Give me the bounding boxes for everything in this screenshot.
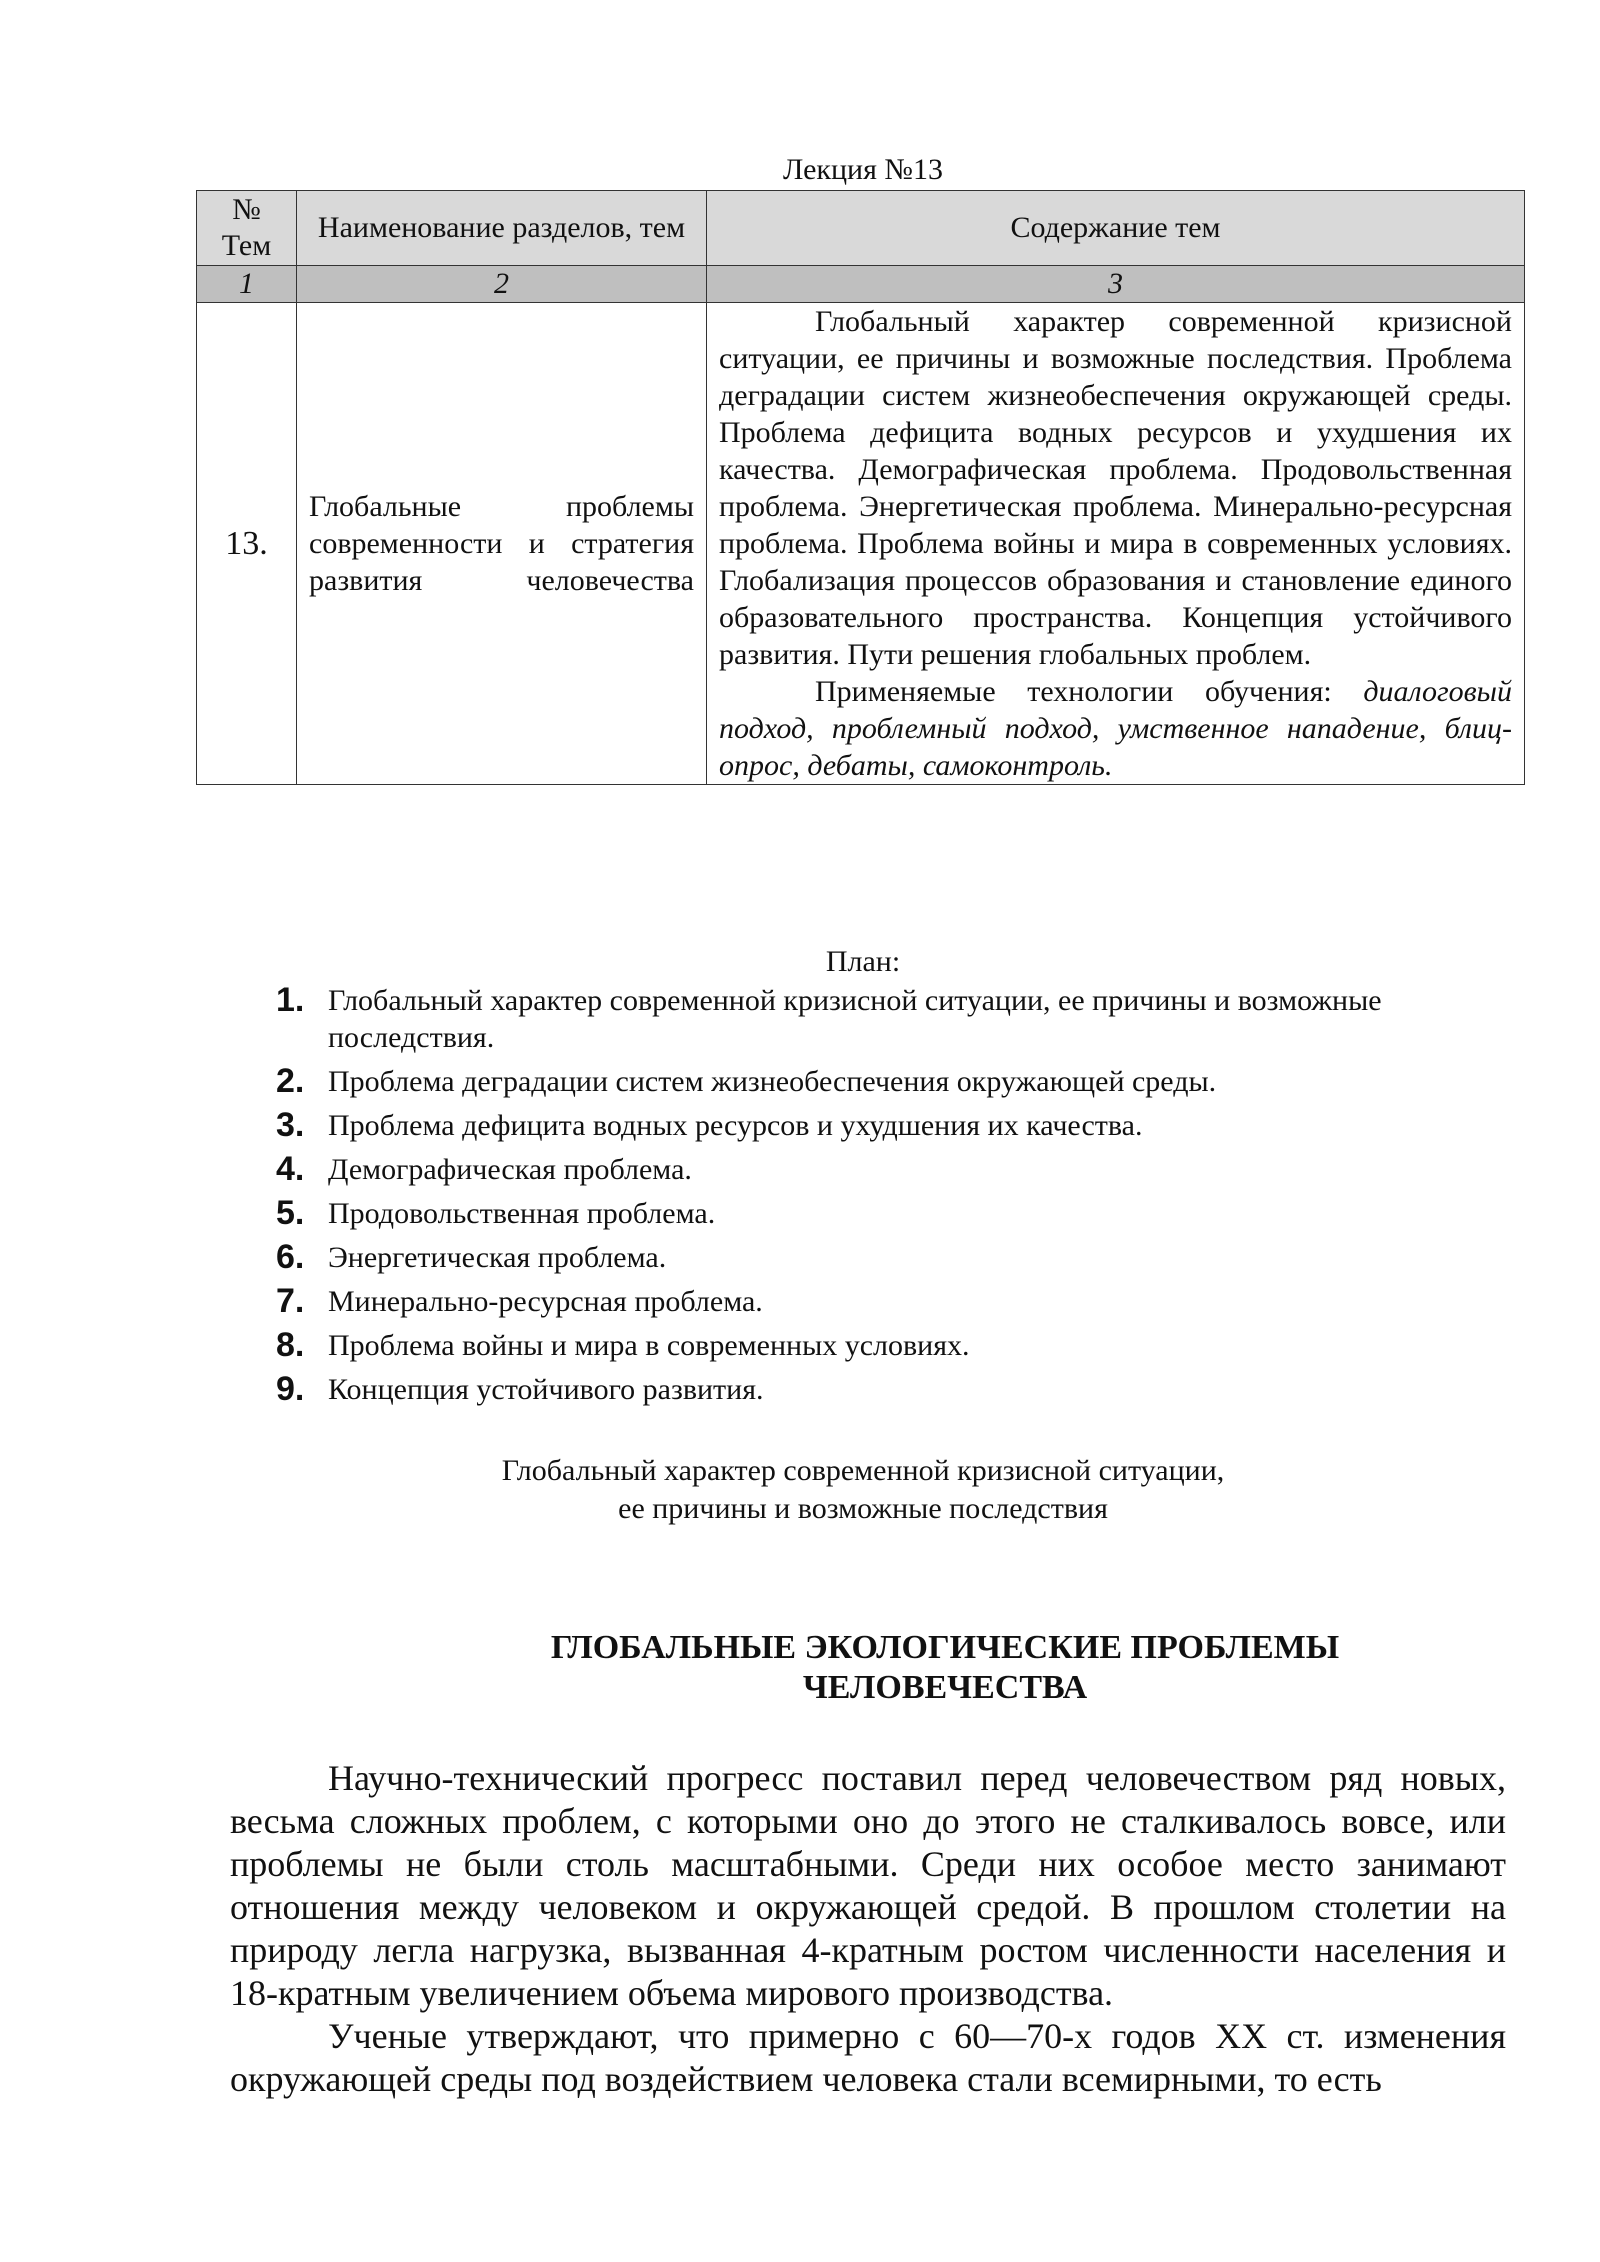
subtitle-line: ее причины и возможные последствия xyxy=(618,1492,1108,1525)
heading-line: ЧЕЛОВЕЧЕСТВА xyxy=(802,1669,1088,1706)
list-item-text: Демографическая проблема. xyxy=(328,1153,692,1186)
technologies-list: диалоговый подход, проблемный подход, умственное нападение, блиц-опрос, дебаты, самоконтроль. xyxy=(719,675,1512,782)
topic-number: 13. xyxy=(197,303,297,785)
section-subtitle xyxy=(0,1452,1600,1528)
list-item xyxy=(276,1063,1506,1100)
header-topic-number: № Тем xyxy=(197,191,297,266)
list-marker: 2. xyxy=(276,1062,305,1100)
technologies-paragraph xyxy=(719,673,1512,784)
list-item xyxy=(276,1239,1506,1276)
list-marker: 1. xyxy=(276,981,305,1019)
list-marker: 8. xyxy=(276,1326,305,1364)
technologies-label: Применяемые технологии обучения: xyxy=(815,675,1332,708)
list-item-text: Энергетическая проблема. xyxy=(328,1241,667,1274)
list-item xyxy=(276,1327,1506,1364)
header-topic-name: Наименование разделов, тем xyxy=(297,191,707,266)
list-marker: 3. xyxy=(276,1106,305,1144)
list-item-text: Проблема дефицита водных ресурсов и ухудшения их качества. xyxy=(328,1109,1143,1142)
body-paragraph: Ученые утверждают, что примерно с 60—70-х годов XX ст. изменения окружающей среды под воздействием человека стали всемирными, то есть xyxy=(230,2016,1506,2099)
section-heading xyxy=(380,1628,1510,1708)
header-topic-content: Содержание тем xyxy=(707,191,1525,266)
list-marker: 5. xyxy=(276,1194,305,1232)
list-item-text: Проблема деградации систем жизнеобеспечения окружающей среды. xyxy=(328,1065,1217,1098)
topics-table xyxy=(196,190,1525,785)
table-row xyxy=(197,303,1525,785)
list-item xyxy=(276,1107,1506,1144)
lecture-caption: Лекция №13 xyxy=(782,153,944,186)
topic-content xyxy=(707,303,1525,785)
list-item-text: Концепция устойчивого развития. xyxy=(328,1373,764,1406)
list-item-text: Проблема войны и мира в современных условиях. xyxy=(328,1329,970,1362)
column-number-row xyxy=(197,266,1525,303)
list-marker: 9. xyxy=(276,1370,305,1408)
subtitle-line: Глобальный характер современной кризисной ситуации, xyxy=(501,1454,1225,1487)
heading-line: ГЛОБАЛЬНЫЕ ЭКОЛОГИЧЕСКИЕ ПРОБЛЕМЫ xyxy=(550,1629,1340,1666)
topic-content-paragraph: Глобальный характер современной кризисной ситуации, ее причины и возможные последствия. Проблема деградации систем жизнеобеспечения окружающей среды. Проблема дефицита водных ресурсов и ухудшения их качества. Демографическая проблема. Продовольственная проблема. Энергетическая проблема. Минерально-ресурсная проблема. Проблема войны и мира в современных условиях. Глобализация процессов образования и становление единого образовательного пространства. Концепция устойчивого развития. Пути решения глобальных проблем. xyxy=(719,305,1512,671)
column-number-2: 2 xyxy=(297,266,707,303)
list-item xyxy=(276,1371,1506,1408)
column-number-1: 1 xyxy=(197,266,297,303)
list-item xyxy=(276,1195,1506,1232)
list-item-text: Глобальный характер современной кризисной ситуации, ее причины и возможные последствия. xyxy=(328,984,1382,1054)
list-marker: 7. xyxy=(276,1282,305,1320)
list-item xyxy=(276,982,1506,1056)
column-number-3: 3 xyxy=(707,266,1525,303)
plan-title: План: xyxy=(825,945,901,978)
list-marker: 4. xyxy=(276,1150,305,1188)
body-text xyxy=(230,1757,1506,2101)
list-item-text: Минерально-ресурсная проблема. xyxy=(328,1285,763,1318)
topic-name: Глобальные проблемы современности и стратегия развития человечества xyxy=(297,303,707,785)
list-item-text: Продовольственная проблема. xyxy=(328,1197,716,1230)
list-item xyxy=(276,1283,1506,1320)
list-item xyxy=(276,1151,1506,1188)
body-paragraph: Научно-технический прогресс поставил перед человечеством ряд новых, весьма сложных проблем, с которыми оно до этого не сталкивалось вовсе, или проблемы не были столь масштабными. Среди них особое место занимают отношения между человеком и окружающей средой. В прошлом столетии на природу легла нагрузка, вызванная 4-кратным ростом численности населения и 18-кратным увеличением объема мирового производства. xyxy=(230,1758,1506,2013)
plan-list xyxy=(276,982,1506,1415)
table-header-row xyxy=(197,191,1525,266)
list-marker: 6. xyxy=(276,1238,305,1276)
